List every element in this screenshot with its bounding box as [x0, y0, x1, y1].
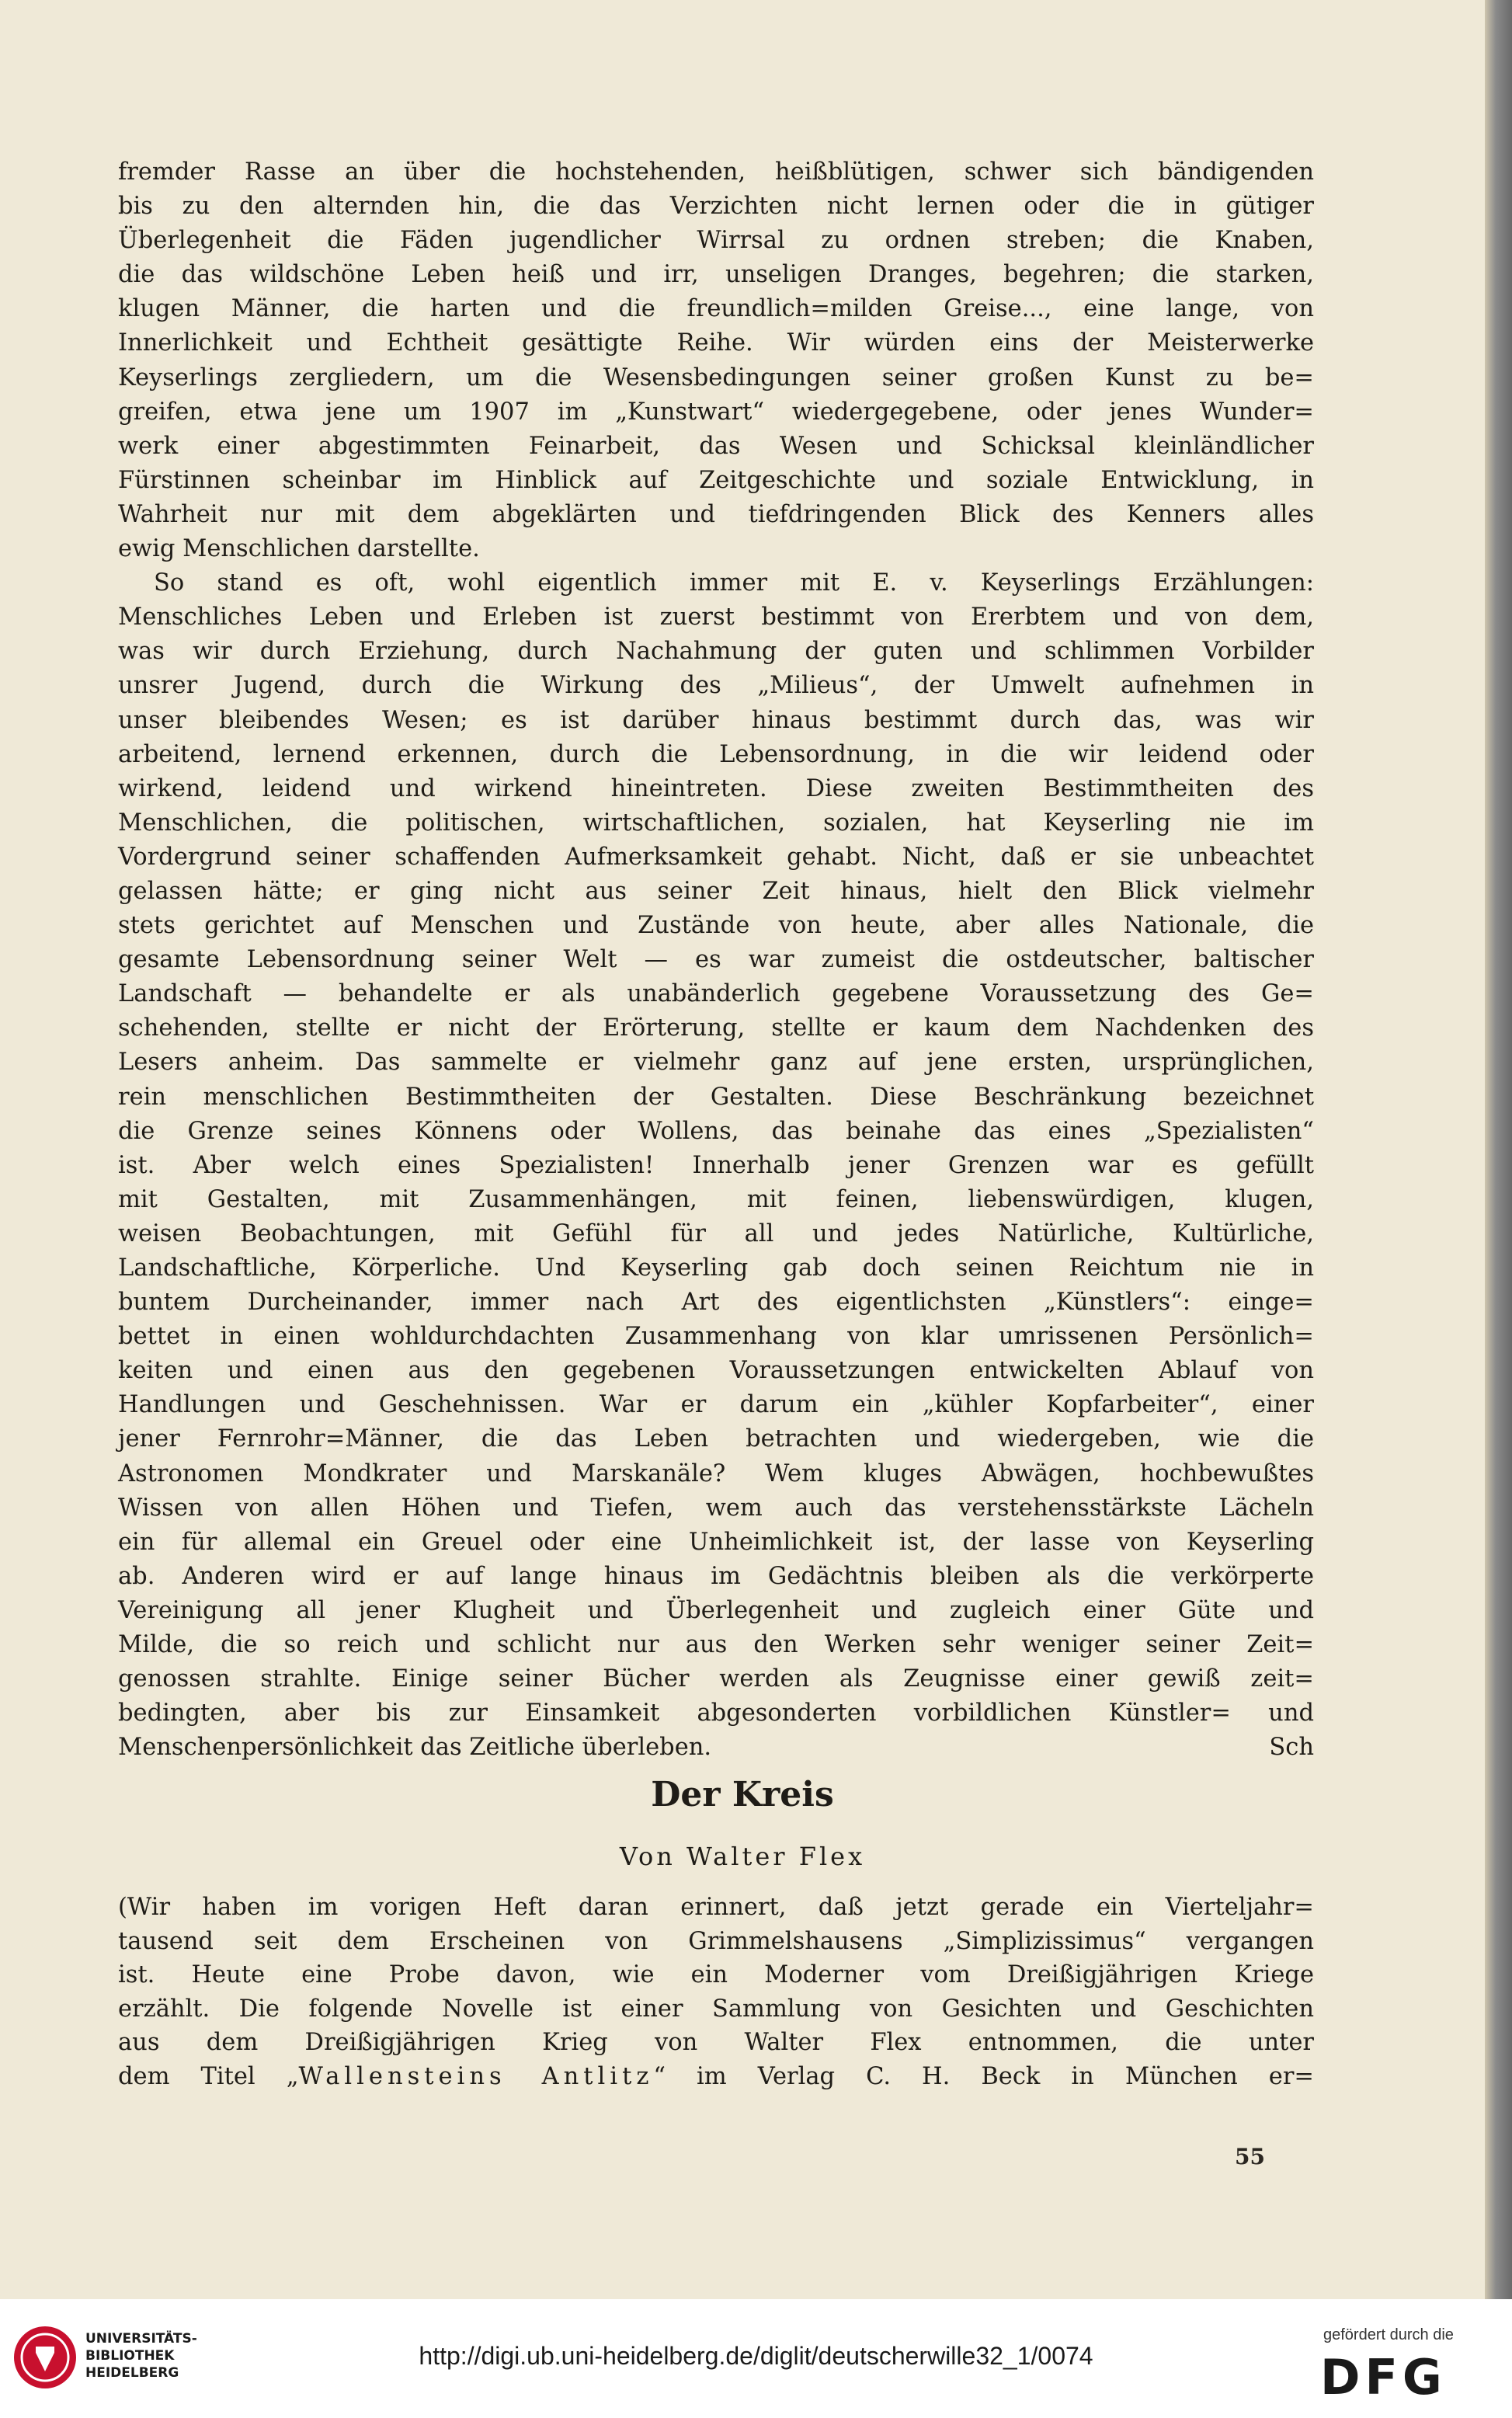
intro-line-pre: dem Titel „ — [118, 2062, 299, 2090]
text-line: ab. Anderen wird er auf lange hinaus im Gedächtnis bleiben als die verkörperte — [118, 1562, 1314, 1590]
text-line — [118, 1731, 1314, 1765]
paragraph-1 — [118, 155, 1314, 566]
text-line: buntem Durcheinander, immer nach Art des eigentlichsten „Künstlers“: einge= — [118, 1289, 1314, 1317]
text-line: ist. Aber welch eines Spezialisten! Innerhalb jener Grenzen war es gefüllt — [118, 1151, 1314, 1179]
text-line: Landschaftliche, Körperliche. Und Keyserling gab doch seinen Reichtum nie in — [118, 1254, 1314, 1282]
text-line: jener Fernrohr=Männer, die das Leben betrachten und wiedergeben, wie die — [118, 1425, 1314, 1453]
book-title: Wallensteins Antlitz — [298, 2062, 654, 2090]
author-signature: Sch — [1269, 1734, 1314, 1762]
page-edge — [1485, 0, 1512, 2299]
text-line: Fürstinnen scheinbar im Hinblick auf Zeitgeschichte und soziale Entwicklung, in — [118, 466, 1314, 494]
text-line: werk einer abgestimmten Feinarbeit, das Wesen und Schicksal kleinländlicher — [118, 432, 1314, 460]
text-line: Überlegenheit die Fäden jugendlicher Wirrsal zu ordnen streben; die Knaben, — [118, 227, 1314, 255]
funder-caption: gefördert durch die — [1323, 2326, 1454, 2343]
text-line: Astronomen Mondkrater und Marskanäle? Wem kluges Abwägen, hochbewußtes — [118, 1459, 1314, 1487]
dfg-logo: DFG — [1320, 2349, 1447, 2406]
text-line: Innerlichkeit und Echtheit gesättigte Reihe. Wir würden eins der Meisterwerke — [118, 329, 1314, 357]
text-line: was wir durch Erziehung, durch Nachahmung der guten und schlimmen Vorbilder — [118, 638, 1314, 666]
editorial-intro — [118, 1891, 1314, 2093]
text-line: bettet in einen wohldurchdachten Zusammenhang von klar umrissenen Persönlich= — [118, 1323, 1314, 1351]
text-line: ewig Menschlichen darstellte. — [118, 535, 480, 563]
text-line: bedingten, aber bis zur Einsamkeit abgesonderten vorbildlichen Künstler= und — [118, 1700, 1314, 1727]
text-line: Wissen von allen Höhen und Tiefen, wem auch das verstehensstärkste Lächeln — [118, 1494, 1314, 1522]
text-line: ein für allemal ein Greuel oder eine Unheimlichkeit ist, der lasse von Keyserling — [118, 1528, 1314, 1556]
text-line: Landschaft — behandelte er als unabänderlich gegebene Voraussetzung des Ge= — [118, 980, 1314, 1008]
text-line: keiten und einen aus den gegebenen Voraussetzungen entwickelten Ablauf von — [118, 1357, 1314, 1385]
text-line: Vordergrund seiner schaffenden Aufmerksamkeit gehabt. Nicht, daß er sie unbeachtet — [118, 843, 1314, 871]
intro-line: aus dem Dreißigjährigen Krieg von Walter Flex entnommen, die unter — [118, 2029, 1314, 2056]
text-line: gelassen hätte; er ging nicht aus seiner Zeit hinaus, hielt den Blick vielmehr — [118, 877, 1314, 905]
text-line: Lesers anheim. Das sammelte er vielmehr ganz auf jene ersten, ursprünglichen, — [118, 1049, 1314, 1077]
section-title: Der Kreis — [651, 1775, 834, 1814]
institution-line: HEIDELBERG — [85, 2365, 179, 2381]
text-line: Handlungen und Geschehnissen. War er darum ein „kühler Kopfarbeiter“, einer — [118, 1391, 1314, 1419]
text-line: fremder Rasse an über die hochstehenden, heißblütigen, schwer sich bändigenden — [118, 158, 1314, 186]
permalink-url[interactable]: http://digi.ub.uni-heidelberg.de/diglit/deutscherwille32_1/0074 — [419, 2342, 1093, 2370]
institution-line: UNIVERSITÄTS- — [85, 2331, 197, 2347]
text-line: Milde, die so reich und schlicht nur aus den Werken sehr weniger seiner Zeit= — [118, 1631, 1314, 1659]
intro-line — [118, 2060, 1314, 2094]
text-line: Menschliches Leben und Erleben ist zuerst bestimmt von Ererbtem und von dem, — [118, 604, 1314, 631]
text-line: genossen strahlte. Einige seiner Bücher werden als Zeugnisse einer gewiß zeit= — [118, 1665, 1314, 1693]
text-line: Vereinigung all jener Klugheit und Überlegenheit und zugleich einer Güte und — [118, 1596, 1314, 1624]
digitization-footer — [0, 2299, 1512, 2418]
text-line: mit Gestalten, mit Zusammenhängen, mit feinen, liebenswürdigen, klugen, — [118, 1185, 1314, 1213]
intro-line-post: “ im Verlag C. H. Beck in München er= — [653, 2062, 1314, 2090]
text-line: Menschlichen, die politischen, wirtschaftlichen, sozialen, hat Keyserling nie im — [118, 809, 1314, 837]
text-line: Wahrheit nur mit dem abgeklärten und tiefdringenden Blick des Kenners alles — [118, 500, 1314, 528]
intro-line: erzählt. Die folgende Novelle ist einer Sammlung von Gesichten und Geschichten — [118, 1995, 1314, 2023]
byline: Von Walter Flex — [619, 1842, 866, 1871]
text-line: weisen Beobachtungen, mit Gefühl für all und jedes Natürliche, Kultürliche, — [118, 1219, 1314, 1247]
text-line: greifen, etwa jene um 1907 im „Kunstwart“ wiedergegebene, oder jenes Wunder= — [118, 398, 1314, 426]
intro-line: ist. Heute eine Probe davon, wie ein Moderner vom Dreißigjährigen Kriege — [118, 1961, 1314, 1988]
text-line: Keyserlings zergliedern, um die Wesensbedingungen seiner großen Kunst zu be= — [118, 364, 1314, 391]
intro-line: tausend seit dem Erscheinen von Grimmelshausens „Simplizissimus“ vergangen — [118, 1927, 1314, 1955]
article-body — [118, 155, 1314, 1765]
page-number: 55 — [1235, 2144, 1265, 2169]
text-line: stets gerichtet auf Menschen und Zustände von heute, aber alles Nationale, die — [118, 912, 1314, 940]
text-line: bis zu den alternden hin, die das Verzichten nicht lernen oder die in gütiger — [118, 193, 1314, 221]
text-line: arbeitend, lernend erkennen, durch die Lebensordnung, in die wir leidend oder — [118, 740, 1314, 768]
paragraph-2 — [118, 566, 1314, 1765]
intro-line: (Wir haben im vorigen Heft daran erinnert, daß jetzt gerade ein Vierteljahr= — [118, 1894, 1314, 1921]
text-line: unser bleibendes Wesen; es ist darüber hinaus bestimmt durch das, was wir — [118, 706, 1314, 734]
text-line: schehenden, stellte er nicht der Erörterung, stellte er kaum dem Nachdenken des — [118, 1014, 1314, 1042]
text-line: wirkend, leidend und wirkend hineintreten. Diese zweiten Bestimmtheiten des — [118, 774, 1314, 802]
text-line: die das wildschöne Leben heiß und irr, unseligen Dranges, begehren; die starken, — [118, 261, 1314, 289]
text-line: die Grenze seines Könnens oder Wollens, das beinahe das eines „Spezialisten“ — [118, 1117, 1314, 1145]
text-line: unsrer Jugend, durch die Wirkung des „Milieus“, der Umwelt aufnehmen in — [118, 672, 1314, 700]
text-line: gesamte Lebensordnung seiner Welt — es war zumeist die ostdeutscher, baltischer — [118, 946, 1314, 974]
text-line: So stand es oft, wohl eigentlich immer mit E. v. Keyserlings Erzählungen: — [154, 569, 1314, 597]
text-line: klugen Männer, die harten und die freundlich=milden Greise..., eine lange, von — [118, 295, 1314, 323]
text-line-content: Menschenpersönlichkeit das Zeitliche überleben. — [118, 1734, 712, 1762]
text-line: rein menschlichen Bestimmtheiten der Gestalten. Diese Beschränkung bezeichnet — [118, 1083, 1314, 1111]
institution-line: BIBLIOTHEK — [85, 2348, 175, 2364]
